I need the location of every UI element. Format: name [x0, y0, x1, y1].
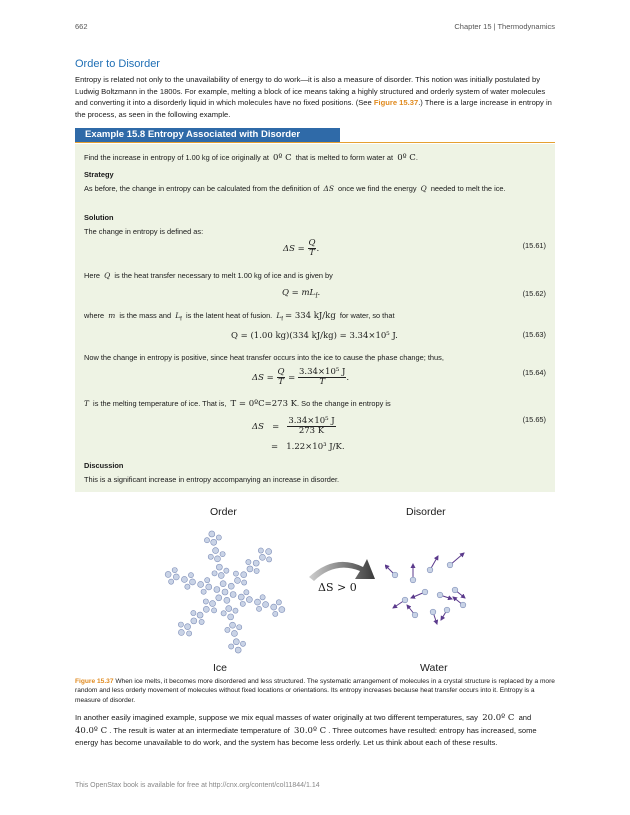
label-order: Order	[210, 506, 237, 518]
ice-molecule	[233, 571, 238, 576]
ice-molecule	[253, 560, 259, 566]
ice-molecule	[230, 592, 236, 598]
ice-molecule	[220, 551, 225, 556]
ice-molecule	[230, 622, 236, 628]
solution-intro: The change in entropy is defined as:	[84, 227, 204, 236]
ice-molecule	[276, 600, 281, 605]
equation-15-61: ΔS = $\frac{Q}{T}$ .	[283, 238, 320, 258]
ice-molecule	[238, 594, 244, 600]
ice-molecule	[165, 571, 171, 577]
ice-molecule	[237, 625, 242, 630]
ice-molecule	[273, 611, 278, 616]
example-header	[75, 128, 555, 143]
footer-text: This OpenStax book is available for free at http://cnx.org/content/col11844/1.14	[75, 782, 320, 789]
now-text: Now the change in entropy is positive, since heat transfer occurs into the ice to cause the phase change; thus,	[84, 353, 444, 362]
ice-molecule	[214, 556, 220, 562]
ice-molecule	[181, 576, 187, 582]
eq-number-15-65: (15.65)	[522, 415, 546, 424]
water-molecule	[444, 607, 450, 613]
figure-caption: Figure 15.37 When ice melts, it becomes more disordered and less structured. The systematic arrangement of molecules in a crystal structure is replaced by a more random and less orderly movement of molecules without fixed locations or orientations. Its entropy increases because heat transfer occurs into it. Entropy is a measure of disorder.	[75, 678, 555, 704]
ice-molecule	[201, 589, 206, 594]
ice-molecule	[206, 584, 212, 590]
ice-molecule	[178, 629, 184, 635]
ice-molecule	[244, 590, 249, 595]
ice-molecule	[241, 572, 247, 578]
ice-molecule	[254, 568, 259, 573]
ice-molecule	[266, 549, 272, 555]
equation-15-62: $Q = mL_f$.	[282, 288, 321, 300]
ice-molecule	[260, 595, 265, 600]
discussion-text: This is a significant increase in entropy accompanying an increase in disorder.	[84, 475, 340, 484]
ice-molecule	[256, 606, 261, 611]
water-molecule	[437, 592, 443, 598]
ice-molecule	[209, 531, 215, 537]
water-molecule	[430, 609, 436, 615]
ice-molecule	[203, 599, 208, 604]
eq-number-15-64: (15.64)	[522, 368, 546, 377]
page-number: 662	[75, 22, 88, 31]
figure-link[interactable]: Figure 15.37	[373, 98, 419, 107]
delta-s-label: ΔS > 0	[318, 581, 357, 594]
ice-molecule	[222, 589, 228, 595]
ice-molecule	[216, 595, 222, 601]
ice-molecule	[178, 622, 183, 627]
ice-molecule	[203, 606, 209, 612]
ice-molecule	[214, 586, 220, 592]
ice-molecule	[240, 641, 245, 646]
ice-molecule	[225, 627, 230, 632]
eq-number-15-62: (15.62)	[522, 289, 546, 298]
ice-molecule	[279, 607, 285, 613]
ice-molecule	[213, 548, 219, 554]
ice-molecule	[205, 578, 210, 583]
melting-temp-text: T is the melting temperature of ice. That is, T = 0ºC=273 K. So the change in entropy is	[84, 399, 391, 409]
ice-molecule	[226, 606, 232, 612]
ice-molecule	[263, 602, 269, 608]
ice-molecule	[224, 597, 230, 603]
closing-paragraph: In another easily imagined example, suppose we mix equal masses of water originally at two different temperatures, say 20.0º C and 40.0º C . The result is water at an intermediate temperature of 30.0º C . Three outcomes have resulted: entropy has increased, some energy has become unavailable to do work, and the system has become less orderly. Let us think about each of these results.	[75, 713, 537, 747]
ice-molecule	[240, 601, 245, 606]
equation-15-65: ΔS = $\frac{\text{3.34×10⁵ J}}{273 K}$	[252, 416, 335, 436]
ice-molecule	[235, 647, 241, 653]
water-molecule	[452, 587, 458, 593]
water-molecules-illustration	[385, 540, 475, 635]
ice-molecule	[185, 624, 191, 630]
ice-molecule	[199, 619, 204, 624]
ice-molecule	[246, 597, 252, 603]
strategy-text: As before, the change in entropy can be calculated from the definition of ΔS once we find the energy Q needed to melt the ice.	[84, 184, 506, 193]
example-box	[75, 144, 555, 492]
ice-molecule	[242, 580, 247, 585]
section-title: Order to Disorder	[75, 58, 160, 70]
ice-molecule	[190, 579, 196, 585]
ice-molecule	[228, 583, 234, 589]
where-text: where m is the mass and $L_f$ is the latent heat of fusion. $L_f = 334$ kJ/kg for water, so that	[84, 311, 395, 323]
ice-molecule	[188, 573, 193, 578]
water-molecule	[422, 589, 428, 595]
ice-molecule	[216, 535, 221, 540]
eq-number-15-63: (15.63)	[522, 330, 546, 339]
ice-molecule	[173, 574, 179, 580]
label-disorder: Disorder	[406, 506, 446, 518]
ice-molecule	[198, 581, 204, 587]
here-text: Here Q is the heat transfer necessary to melt 1.00 kg of ice and is given by	[84, 271, 333, 280]
ice-molecule	[197, 612, 203, 618]
ice-molecule	[172, 568, 177, 573]
equation-15-65-result: = 1.22×10³ J/K.	[271, 442, 345, 452]
ice-molecule	[221, 611, 226, 616]
ice-molecule	[191, 610, 196, 615]
label-water: Water	[420, 662, 448, 674]
water-molecule	[392, 572, 398, 578]
water-molecule	[460, 602, 466, 608]
water-molecule	[410, 577, 416, 583]
ice-molecule	[267, 557, 272, 562]
ice-molecule	[246, 559, 251, 564]
label-ice: Ice	[213, 662, 228, 674]
ice-molecule	[233, 608, 238, 613]
problem-text: Find the increase in entropy of 1.00 kg of ice originally at 0º C that is melted to form water at 0º C.	[84, 153, 418, 163]
ice-molecule	[254, 599, 260, 605]
ice-molecule	[211, 608, 216, 613]
ice-molecule	[191, 618, 197, 624]
ice-molecule	[169, 579, 174, 584]
ice-molecule	[234, 577, 240, 583]
ice-molecule	[211, 539, 217, 545]
ice-molecule	[233, 639, 239, 645]
ice-molecule	[220, 581, 226, 587]
ice-crystal-illustration	[150, 525, 300, 660]
ice-molecule	[228, 614, 234, 620]
water-molecule	[427, 567, 433, 573]
ice-molecule	[218, 572, 224, 578]
equation-15-63: Q = (1.00 kg)(334 kJ/kg) = 3.34×10⁵ J.	[231, 331, 398, 341]
eq-number-15-61: (15.61)	[522, 241, 546, 250]
ice-molecule	[258, 548, 263, 553]
ice-molecule	[208, 554, 213, 559]
ice-molecule	[224, 568, 229, 573]
ice-molecule	[271, 604, 277, 610]
water-molecule	[447, 562, 453, 568]
ice-molecule	[216, 564, 222, 570]
ice-molecule	[204, 538, 209, 543]
chapter-header: Chapter 15 | Thermodynamics	[454, 22, 555, 31]
example-title: Example 15.8 Entropy Associated with Disorder	[75, 128, 340, 142]
water-molecule	[402, 597, 408, 603]
ice-molecule	[231, 630, 237, 636]
equation-15-64: ΔS = $\frac{Q}{T}$ = $\frac{\text{3.34×10⁵ J}}{T}$ .	[252, 367, 350, 387]
caption-label[interactable]: Figure 15.37	[75, 678, 114, 685]
ice-molecule	[259, 554, 265, 560]
ice-molecule	[212, 571, 217, 576]
water-molecule	[412, 612, 418, 618]
ice-molecule	[187, 631, 192, 636]
solution-heading: Solution	[84, 213, 114, 222]
discussion-heading: Discussion	[84, 461, 124, 470]
ice-molecule	[185, 584, 190, 589]
ice-molecule	[229, 644, 234, 649]
ice-molecule	[247, 566, 253, 572]
intro-paragraph: Entropy is related not only to the unavailability of energy to do work—it is also a measure of disorder. This notion was initially postulated by Ludwig Boltzmann in the 1800s. For example, melting a block of ice means taking a highly structured and orderly system of water molecules and converting it into a disorderly liquid in which molecules have no fixed positions. (See Figure 15.37.) There is a large increase in entropy in the process, as seen in the following example.	[75, 75, 552, 119]
ice-molecule	[210, 601, 216, 607]
strategy-heading: Strategy	[84, 170, 114, 179]
